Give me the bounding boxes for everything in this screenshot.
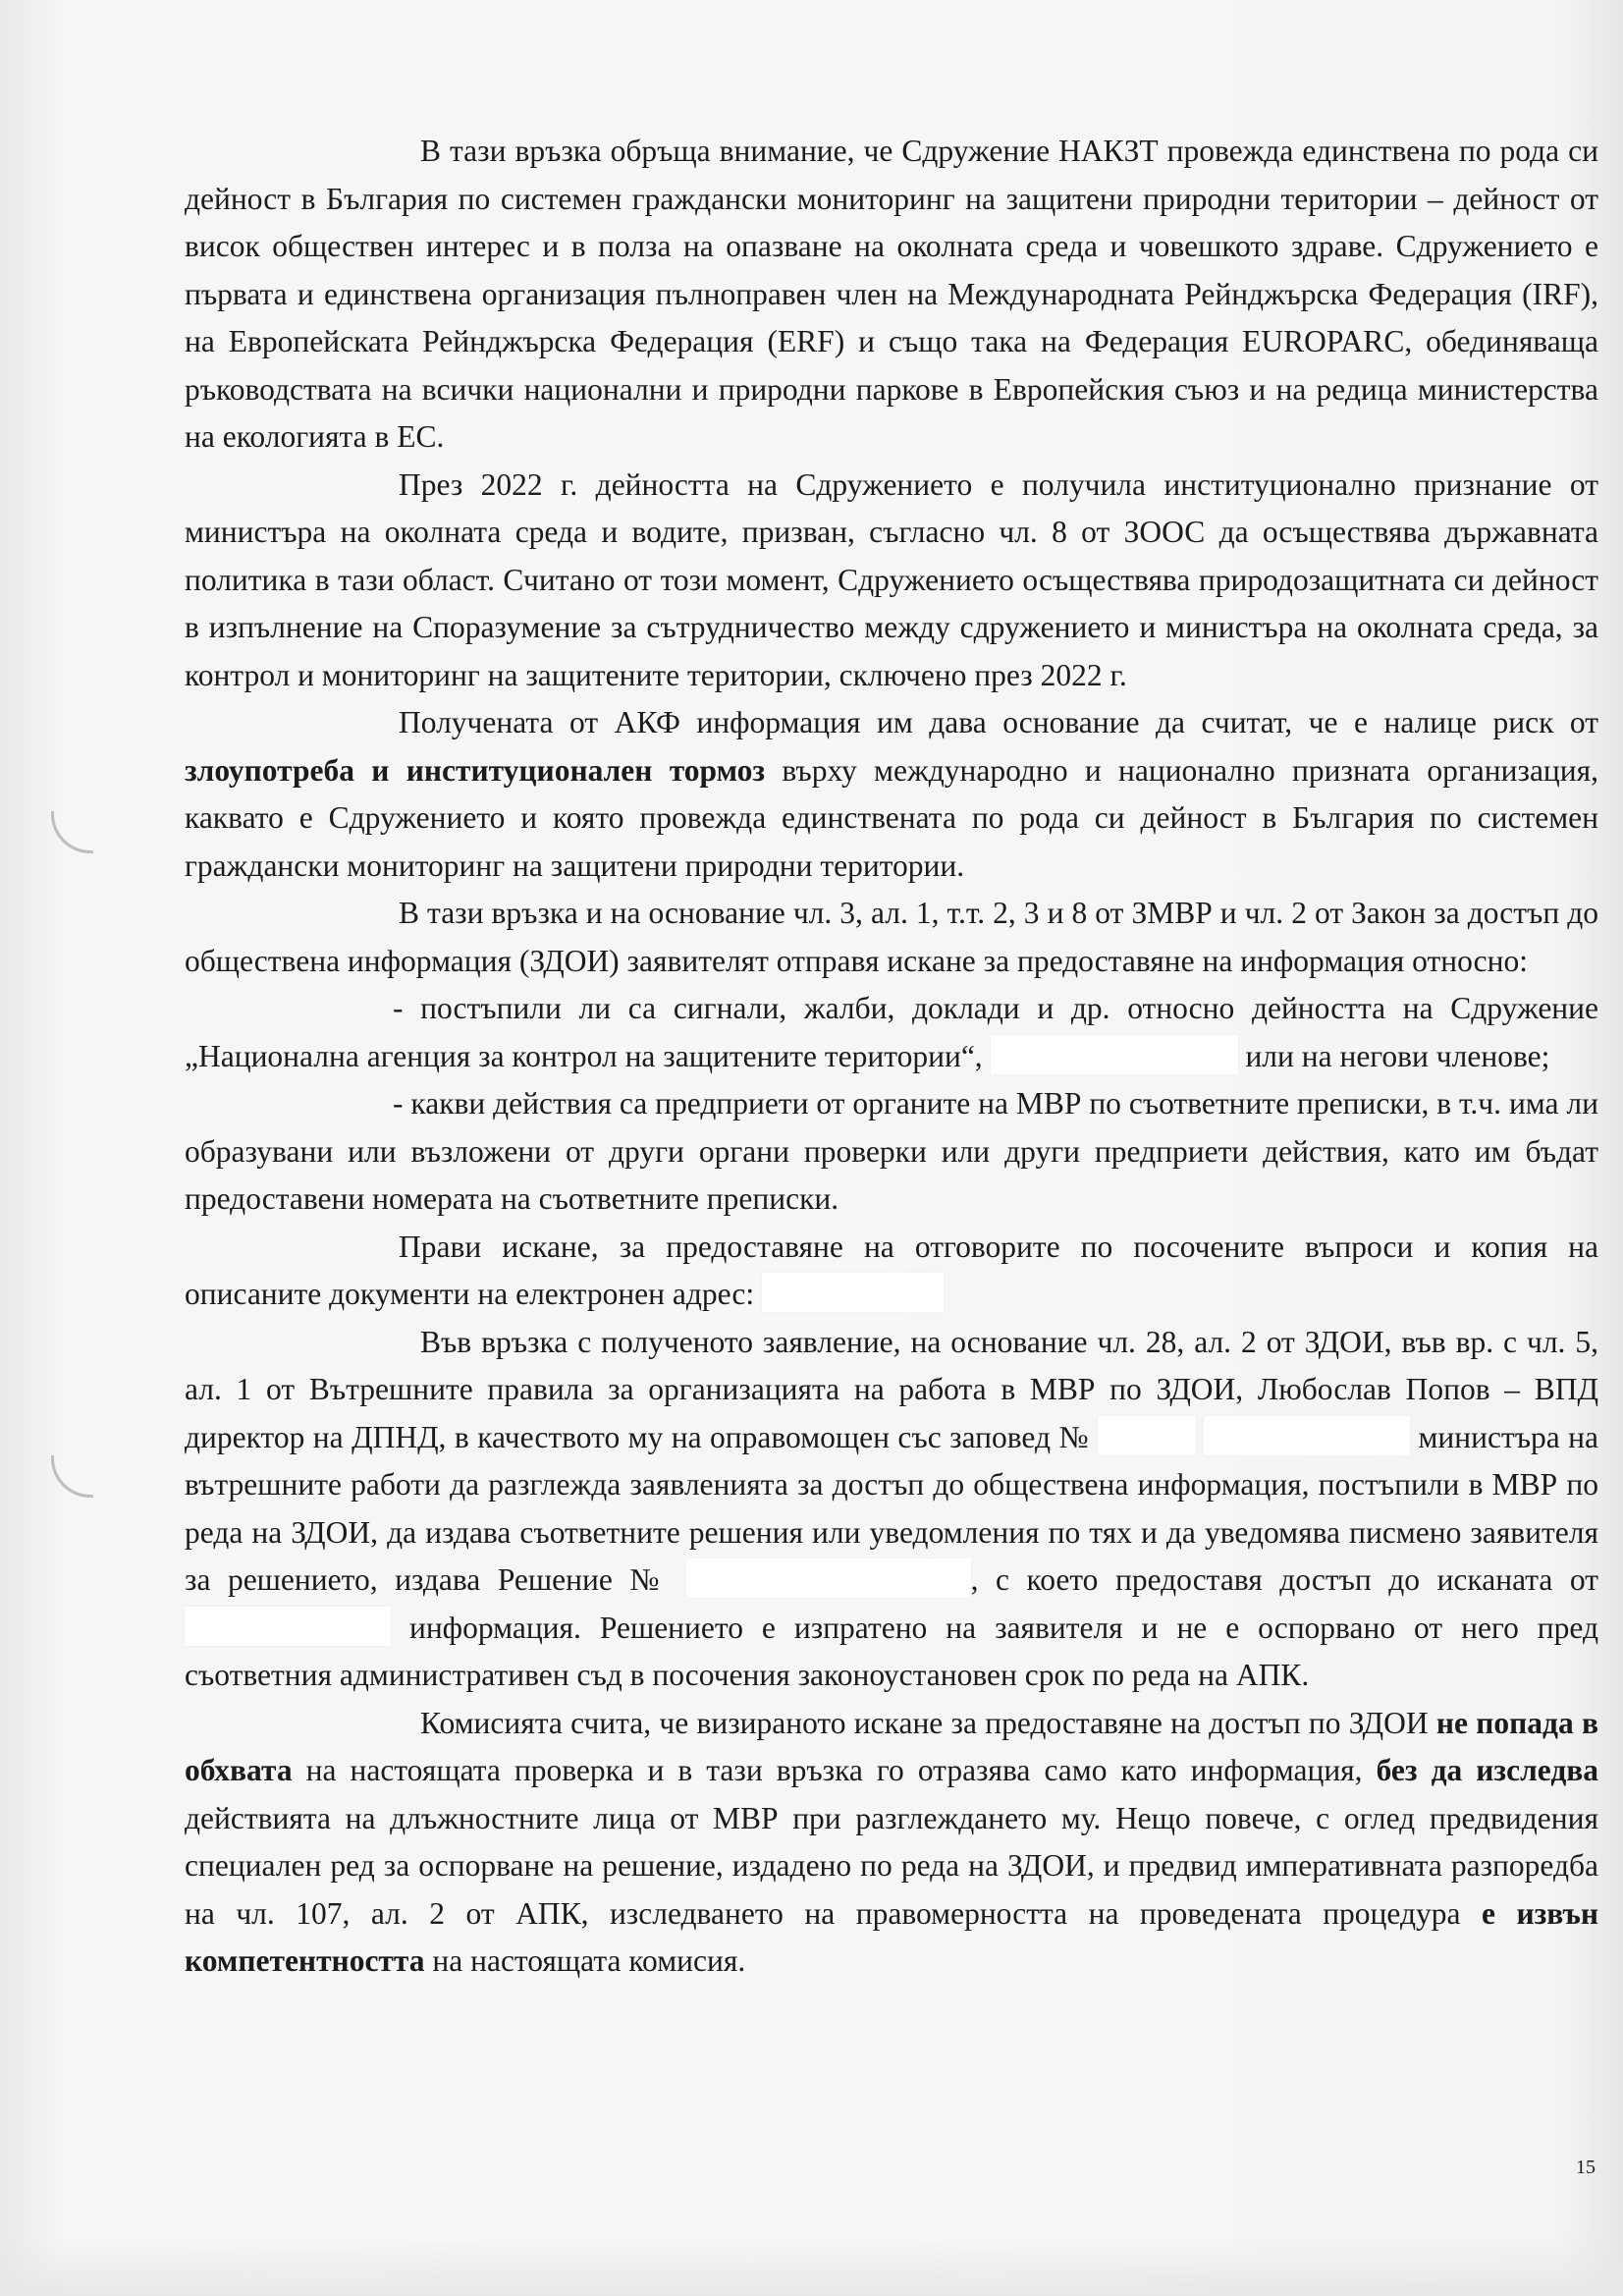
list-item-1 — [185, 985, 1598, 1080]
list-item-2 — [185, 1080, 1598, 1224]
paragraph-9-bold-2: без да изследва — [1376, 1753, 1599, 1787]
paragraph-1 — [185, 128, 1598, 462]
paragraph-9-text-a: Комисията счита, че визираното искане за предоставяне на достъп по ЗДОИ — [420, 1705, 1429, 1740]
redaction-box — [991, 1035, 1238, 1074]
redaction-box — [762, 1273, 944, 1312]
paragraph-9-bold-1: не попада в обхвата — [185, 1705, 1599, 1787]
paragraph-3-text-a: Получената от АКФ информация им дава основание да считат, че е налице риск от — [399, 705, 1598, 739]
redaction-box — [1098, 1416, 1196, 1455]
paragraph-4-text: В тази връзка и на основание чл. 3, ал. 1, т.т. 2, 3 и 8 от ЗМВР и чл. 2 от Закон за достъп до обществена информация (ЗДОИ) заявителят отправя искане за предоставяне на информация относно: — [185, 896, 1598, 978]
paragraph-9 — [185, 1700, 1598, 1986]
page-bottom-edge — [0, 2237, 1623, 2296]
punch-hole-mark — [51, 1455, 93, 1498]
paragraph-3 — [185, 699, 1598, 890]
page-number: 15 — [1576, 2157, 1596, 2178]
paragraph-9-text-e: действията на длъжностните лица от МВР при разглеждането му. Нещо повече, с оглед предвидения специален ред за оспорване на решение, издадено по реда на ЗДОИ, и предвид императивната разпоредба на чл. 107, ал. 2 от АПК, изследването на правомерността на проведената процедура — [185, 1800, 1598, 1931]
redaction-box — [1204, 1416, 1410, 1455]
redaction-box — [686, 1558, 971, 1598]
paragraph-8-text-a: Във връзка с полученото заявление, на основание чл. 28, ал. 2 от ЗДОИ, във вр. с чл. 5, ал. 1 от Вътрешните правила за организацията на работа в МВР по ЗДОИ, Любослав Попов – ВПД директор на ДПНД, в качеството му на оправомощен със заповед № — [185, 1324, 1598, 1454]
paragraph-9-text-g: на настоящата комисия. — [432, 1943, 746, 1978]
paragraph-9-text-c: на настоящата проверка и в тази връзка го отразява само като информация, — [305, 1753, 1363, 1787]
paragraph-8-text-b: министъра на вътрешните работи да разглежда заявленията за достъп до обществена информация, постъпили в МВР по реда на ЗДОИ, да издава съответните решения или уведомления по тях и да уведомява писмено заявителя за решението, издава Решение № — [185, 1419, 1599, 1597]
document-body — [185, 128, 1598, 1986]
paragraph-7-text: Прави искане, за предоставяне на отговорите по посочените въпроси и копия на описаните документи на електронен адрес: — [185, 1229, 1598, 1311]
paragraph-7 — [185, 1224, 1598, 1319]
list-item-1-text-b: или на негови членове; — [1245, 1038, 1550, 1073]
paragraph-3-bold: злоупотреба и институционален тормоз — [185, 752, 766, 788]
paragraph-1-text: В тази връзка обръща внимание, че Сдружение НАКЗТ провежда единствена по рода си дейност в България по системен граждански мониторинг на защитени природни територии – дейност от висок обществен интерес и в полза на опазване на околната среда и човешкото здраве. Сдружението е първата и единствена организация пълноправен член на Международната Рейнджърска Федерация (IRF), на Европейската Рейнджърска Федерация (ERF) и също така на Федерация EUROPARC, обединяваща ръководствата на всички национални и природни паркове в Европейския съюз и на редица министерства на екологията в ЕС. — [185, 134, 1598, 454]
redaction-box — [185, 1607, 391, 1646]
paragraph-4 — [185, 890, 1598, 985]
paragraph-8-text-c: , с което предоставя достъп до исканата от — [970, 1562, 1598, 1597]
punch-hole-mark — [51, 811, 93, 853]
paragraph-2 — [185, 462, 1598, 700]
paragraph-9-bold-3: е извън компетентността — [185, 1895, 1599, 1978]
paragraph-8 — [185, 1319, 1598, 1700]
paragraph-3-text-c: върху международно и национално призната организация, каквато е Сдружението и която провежда единствената по рода си дейност в България по системен граждански мониторинг на защитени природни територии. — [185, 752, 1599, 883]
list-item-1-text: - постъпили ли са сигнали, жалби, доклади и др. относно дейността на Сдружение „Национална агенция за контрол на защитените територии“, — [185, 991, 1598, 1073]
list-item-2-text: - какви действия са предприети от органите на МВР по съответните преписки, в т.ч. има ли образувани или възложени от други органи проверки или други предприети действия, като им бъдат предоставени номерата на съответните преписки. — [185, 1086, 1598, 1216]
paragraph-2-text: През 2022 г. дейността на Сдружението е получила институционално признание от министъра на околната среда и водите, призван, съгласно чл. 8 от ЗООС да осъществява държавната политика в тази област. Считано от този момент, Сдружението осъществява природозащитната си дейност в изпълнение на Споразумение за сътрудничество между сдружението и министъра на околната среда, за контрол и мониторинг на защитените територии, сключено през 2022 г. — [185, 466, 1598, 692]
paragraph-8-text-d: информация. Решението е изпратено на заявителя и не е оспорвано от него пред съответния административен съд в посочения законоустановен срок по реда на АПК. — [185, 1610, 1599, 1692]
